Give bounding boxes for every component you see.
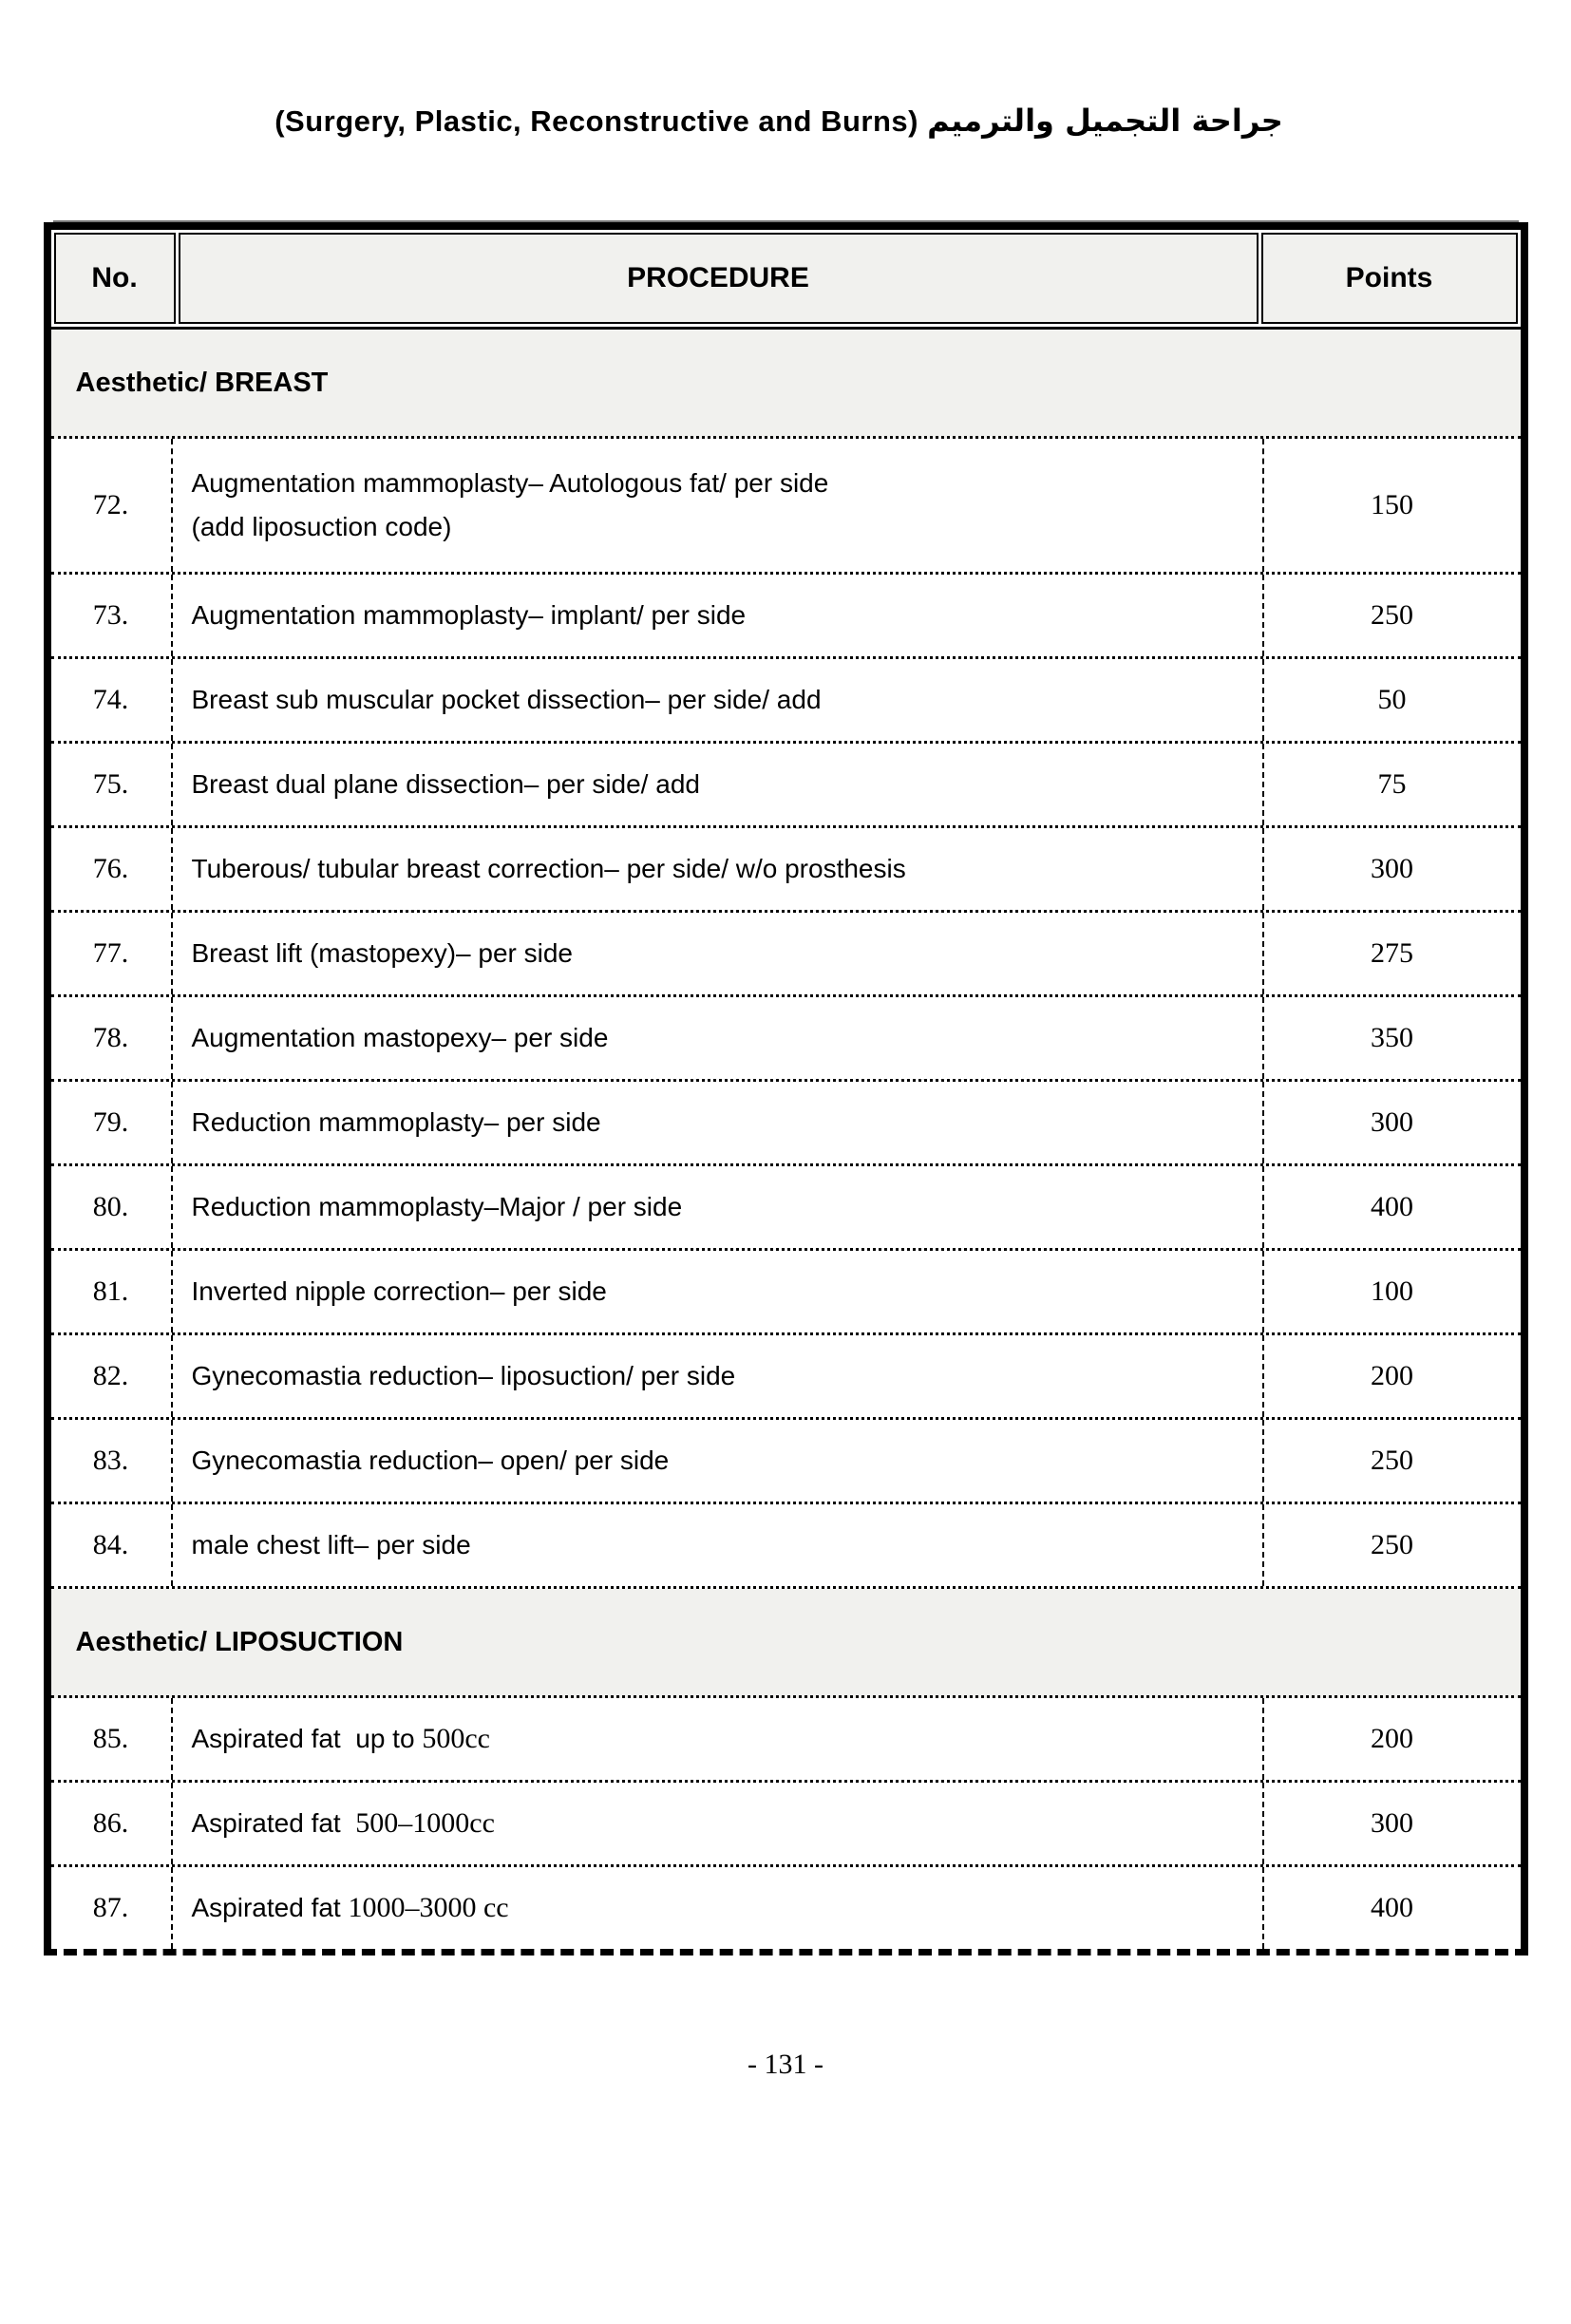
- table-row: [51, 1251, 1521, 1335]
- section-row: [51, 1589, 1521, 1698]
- procedure-line-1: [192, 1192, 1243, 1222]
- row-points: 200: [1371, 1723, 1413, 1754]
- procedure-text: Augmentation mastopexy– per side: [191, 1023, 609, 1052]
- page-number: - 131 -: [748, 2049, 823, 2080]
- procedure-text: Aspirated fat: [191, 1808, 356, 1838]
- row-procedure: [173, 828, 1264, 910]
- row-points: 200: [1371, 1360, 1413, 1391]
- row-number: 84.: [51, 1504, 173, 1586]
- row-procedure: [173, 1420, 1264, 1502]
- row-procedure: [173, 1783, 1264, 1864]
- table-row: [51, 1082, 1521, 1166]
- title-arabic: جراحة التجميل والترميم: [927, 103, 1283, 139]
- procedure-line-1: [192, 1723, 1243, 1755]
- procedure-text: Reduction mammoplasty–Major / per side: [191, 1192, 683, 1221]
- procedure-text: Aspirated fat up to: [191, 1724, 423, 1753]
- procedure-line-1: [192, 1361, 1243, 1391]
- procedure-text: (add liposuction code): [191, 512, 452, 541]
- row-points: 250: [1371, 1445, 1413, 1476]
- procedure-text: Tuberous/ tubular breast correction– per side/ w/o prosthesis: [191, 854, 906, 883]
- section-label: Aesthetic/ LIPOSUCTION: [75, 1626, 404, 1657]
- row-number: 77.: [51, 913, 173, 994]
- procedure-number-text: 1000–3000 cc: [348, 1892, 509, 1923]
- procedure-line-1: [192, 854, 1243, 884]
- row-points: 100: [1371, 1275, 1413, 1307]
- row-procedure: [173, 1867, 1264, 1949]
- row-procedure: [173, 1082, 1264, 1163]
- table-row: [51, 439, 1521, 575]
- row-number: 79.: [51, 1082, 173, 1163]
- row-procedure: [173, 1251, 1264, 1332]
- row-procedure: [173, 913, 1264, 994]
- row-points: 400: [1371, 1892, 1413, 1923]
- procedure-line-1: [192, 1107, 1243, 1138]
- row-number: 75.: [51, 744, 173, 825]
- procedure-line-1: [192, 1892, 1243, 1924]
- procedure-number-text: 500cc: [422, 1723, 490, 1754]
- table-row: [51, 1698, 1521, 1783]
- procedure-line-1: [192, 1445, 1243, 1476]
- row-procedure: [173, 575, 1264, 656]
- procedure-text: Reduction mammoplasty– per side: [191, 1107, 601, 1137]
- procedure-text: Augmentation mammoplasty– Autologous fat/ per side: [191, 468, 829, 498]
- row-points: 150: [1371, 489, 1413, 520]
- procedure-number-text: 500–1000cc: [355, 1807, 495, 1839]
- procedure-line-1: [192, 769, 1243, 800]
- row-procedure: [173, 659, 1264, 741]
- row-points: 300: [1371, 1807, 1413, 1839]
- row-number: 72.: [51, 439, 173, 572]
- row-number: 81.: [51, 1251, 173, 1332]
- section-row: [51, 330, 1521, 439]
- row-procedure: [173, 1504, 1264, 1586]
- procedure-line-2: [192, 512, 1243, 542]
- table-row: [51, 828, 1521, 913]
- procedure-text: Breast dual plane dissection– per side/ add: [191, 769, 700, 799]
- row-points: 300: [1371, 1106, 1413, 1138]
- row-points: 350: [1371, 1022, 1413, 1053]
- row-procedure: [173, 744, 1264, 825]
- row-procedure: [173, 1698, 1264, 1780]
- procedure-text: Augmentation mammoplasty– implant/ per side: [191, 600, 747, 630]
- row-points: 50: [1377, 684, 1407, 715]
- procedure-line-1: [192, 1276, 1243, 1307]
- row-procedure: [173, 1166, 1264, 1248]
- table-row: [51, 997, 1521, 1082]
- row-points: 300: [1371, 853, 1413, 884]
- procedure-text: Gynecomastia reduction– open/ per side: [191, 1445, 670, 1475]
- section-label: Aesthetic/ BREAST: [75, 367, 329, 398]
- row-procedure: [173, 439, 1264, 572]
- table-row: [51, 913, 1521, 997]
- row-number: 76.: [51, 828, 173, 910]
- header-cell-no: No.: [54, 233, 176, 324]
- row-points: 250: [1371, 599, 1413, 631]
- document-page: [0, 103, 1571, 2324]
- table-header-row: [51, 230, 1521, 330]
- procedure-line-1: [192, 1807, 1243, 1840]
- table-row: [51, 744, 1521, 828]
- row-number: 80.: [51, 1166, 173, 1248]
- row-number: 82.: [51, 1335, 173, 1417]
- row-points: 250: [1371, 1529, 1413, 1560]
- table-row: [51, 659, 1521, 744]
- row-number: 73.: [51, 575, 173, 656]
- row-number: 78.: [51, 997, 173, 1079]
- procedure-line-1: [192, 600, 1243, 631]
- procedure-line-1: [192, 1530, 1243, 1560]
- table-row: [51, 575, 1521, 659]
- procedure-line-1: [192, 1023, 1243, 1053]
- procedure-line-1: [192, 468, 1243, 499]
- procedure-text: male chest lift– per side: [191, 1530, 471, 1559]
- table-row: [51, 1166, 1521, 1251]
- page-title: [0, 103, 1571, 139]
- procedure-text: Breast sub muscular pocket dissection– per side/ add: [191, 685, 822, 714]
- procedure-text: Breast lift (mastopexy)– per side: [191, 938, 573, 968]
- row-number: 83.: [51, 1420, 173, 1502]
- row-number: 74.: [51, 659, 173, 741]
- row-number: 85.: [51, 1698, 173, 1780]
- table-row: [51, 1420, 1521, 1504]
- row-procedure: [173, 1335, 1264, 1417]
- table-body: [51, 330, 1521, 1949]
- table-row: [51, 1335, 1521, 1420]
- table-row: [51, 1867, 1521, 1949]
- row-number: 87.: [51, 1867, 173, 1949]
- procedures-table: [44, 222, 1528, 1956]
- row-points: 75: [1377, 768, 1407, 800]
- procedure-text: Inverted nipple correction– per side: [191, 1276, 607, 1306]
- table-row: [51, 1504, 1521, 1589]
- header-cell-procedure: PROCEDURE: [179, 233, 1259, 324]
- row-procedure: [173, 997, 1264, 1079]
- row-points: 275: [1371, 937, 1413, 969]
- title-english: (Surgery, Plastic, Reconstructive and Burns): [274, 104, 918, 138]
- table-row: [51, 1783, 1521, 1867]
- procedure-text: Aspirated fat: [191, 1893, 349, 1922]
- procedure-line-1: [192, 685, 1243, 715]
- procedure-line-1: [192, 938, 1243, 969]
- header-cell-points: Points: [1261, 233, 1518, 324]
- row-number: 86.: [51, 1783, 173, 1864]
- row-points: 400: [1371, 1191, 1413, 1222]
- procedure-text: Gynecomastia reduction– liposuction/ per side: [191, 1361, 736, 1390]
